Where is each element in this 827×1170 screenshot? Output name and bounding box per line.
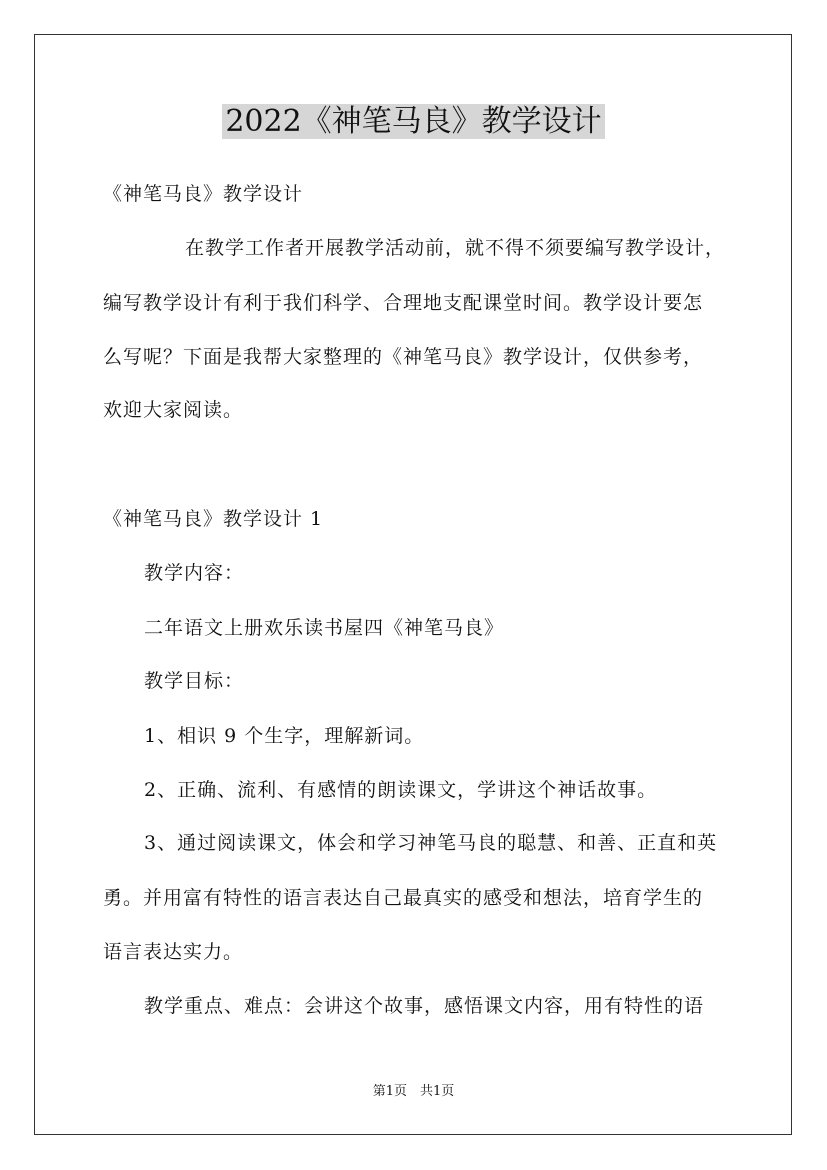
goal-2: 2、正确、流利、有感情的朗读课文，学讲这个神话故事。	[144, 779, 658, 801]
document-title-text: 2022《神笔马良》教学设计	[222, 104, 604, 139]
key-points-line: 教学重点、难点：会讲这个故事，感悟课文内容，用有特性的语	[144, 995, 705, 1017]
goal-3-line-2: 勇。并用富有特性的语言表达自己最真实的感受和想法，培育学生的	[103, 887, 704, 909]
subtitle-line: 《神笔马良》教学设计	[103, 183, 304, 205]
teaching-content-text: 二年语文上册欢乐读书屋四《神笔马良》	[144, 617, 505, 639]
goal-3-line-1: 3、通过阅读课文，体会和学习神笔马良的聪慧、和善、正直和英	[144, 832, 718, 854]
intro-line-2: 编写教学设计有利于我们科学、合理地支配课堂时间。教学设计要怎	[103, 292, 704, 314]
intro-line-4: 欢迎大家阅读。	[103, 399, 244, 421]
section-heading: 《神笔马良》教学设计 1	[103, 508, 324, 530]
intro-line-1: 在教学工作者开展教学活动前，就不得不须要编写教学设计，	[185, 237, 726, 259]
page-footer: 第1页 共1页	[372, 1084, 455, 1099]
teaching-content-label: 教学内容：	[144, 562, 245, 584]
goal-3-line-3: 语言表达实力。	[103, 941, 244, 963]
intro-line-3: 么写呢？下面是我帮大家整理的《神笔马良》教学设计，仅供参考，	[103, 346, 704, 368]
goal-1: 1、相识 9 个生字，理解新词。	[144, 725, 425, 747]
document-title	[0, 100, 827, 144]
teaching-goals-label: 教学目标：	[144, 670, 245, 692]
